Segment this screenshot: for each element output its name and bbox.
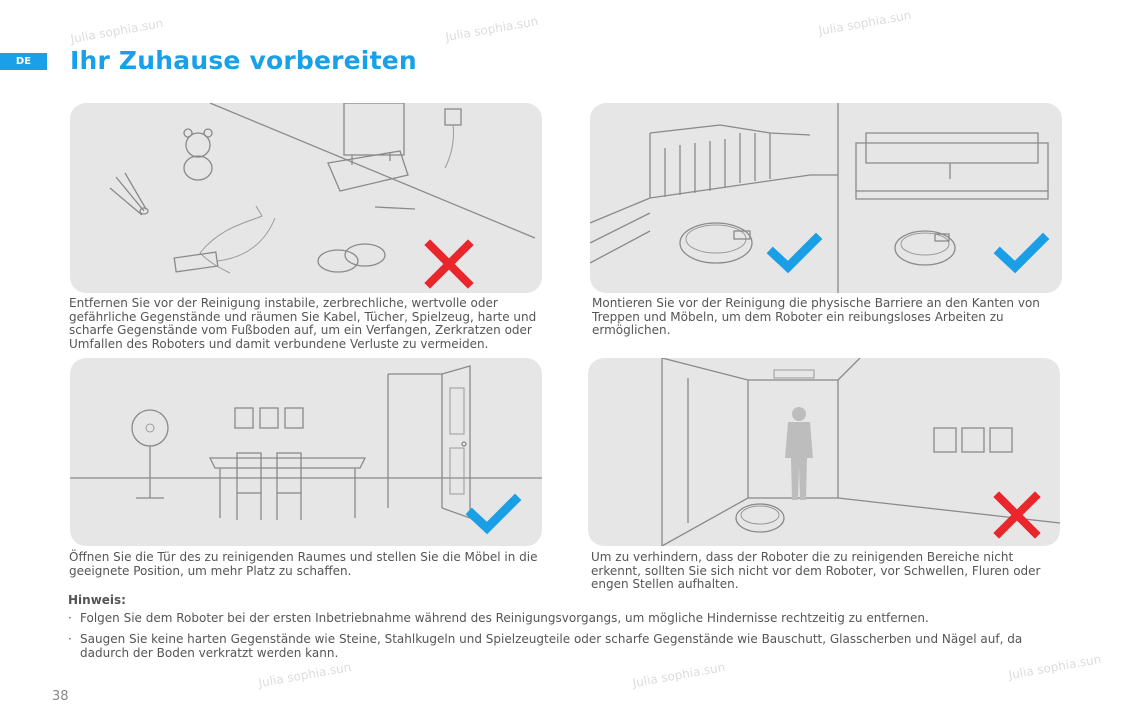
cross-mark-icon <box>430 245 468 283</box>
illustration-clear-floor <box>70 103 542 293</box>
caption-stay-clear: Um zu verhindern, dass der Roboter die zu reinigenden Bereiche nicht erkennt, sollten Sie sich nicht vor dem Roboter, vor Schwellen, Fluren oder engen Stellen aufhalten. <box>591 550 1041 591</box>
note-text: Saugen Sie keine harten Gegenstände wie Steine, Stahlkugeln und Spielzeugteile oder scharfe Gegenstände wie Bauschutt, Glasscherben und Nägel auf, da dadurch der Boden verkratzt werden kann. <box>80 632 1023 660</box>
note-item <box>68 611 1060 625</box>
page-title: Ihr Zuhause vorbereiten <box>70 46 417 75</box>
watermark: Julia sophia.sun <box>631 659 727 691</box>
illustration-open-door <box>70 358 542 546</box>
caption-barriers: Montieren Sie vor der Reinigung die physische Barriere an den Kanten von Treppen und Möbeln, um dem Roboter ein reibungsloses Arbeiten zu ermöglichen. <box>592 296 1040 337</box>
language-badge: DE <box>0 53 47 70</box>
watermark: Julia sophia.sun <box>257 659 353 691</box>
cross-mark-icon <box>999 497 1035 533</box>
illustration-stay-clear <box>588 358 1060 546</box>
bullet: · <box>68 632 72 646</box>
caption-open-door: Öffnen Sie die Tür des zu reinigenden Raumes und stellen Sie die Möbel in die geeignete Position, um mehr Platz zu schaffen. <box>69 550 538 578</box>
checkmark-icon <box>1000 239 1043 267</box>
bullet: · <box>68 611 72 625</box>
page-number: 38 <box>52 689 69 704</box>
caption-clear-floor: Entfernen Sie vor der Reinigung instabile, zerbrechliche, wertvolle oder gefährliche Gegenstände und räumen Sie Kabel, Tücher, Spielzeug, harte und scharfe Gegenstände vom Fußboden auf, um ein Verfangen, Zerkratzen oder Umfallen des Roboters und damit verbundene Verluste zu vermeiden. <box>69 296 537 351</box>
watermark: Julia sophia.sun <box>1007 651 1103 683</box>
watermark: Julia sophia.sun <box>817 7 913 39</box>
illustration-barriers <box>590 103 1062 293</box>
person-silhouette <box>785 407 813 500</box>
checkmark-icon <box>472 500 515 528</box>
notes-title: Hinweis: <box>68 593 126 607</box>
note-text: Folgen Sie dem Roboter bei der ersten Inbetriebnahme während des Reinigungsvorgangs, um mögliche Hindernisse rechtzeitig zu entfernen. <box>80 611 929 625</box>
note-item <box>68 632 1060 660</box>
watermark: Julia sophia.sun <box>69 15 165 47</box>
checkmark-icon <box>773 239 816 267</box>
watermark: Julia sophia.sun <box>444 13 540 45</box>
